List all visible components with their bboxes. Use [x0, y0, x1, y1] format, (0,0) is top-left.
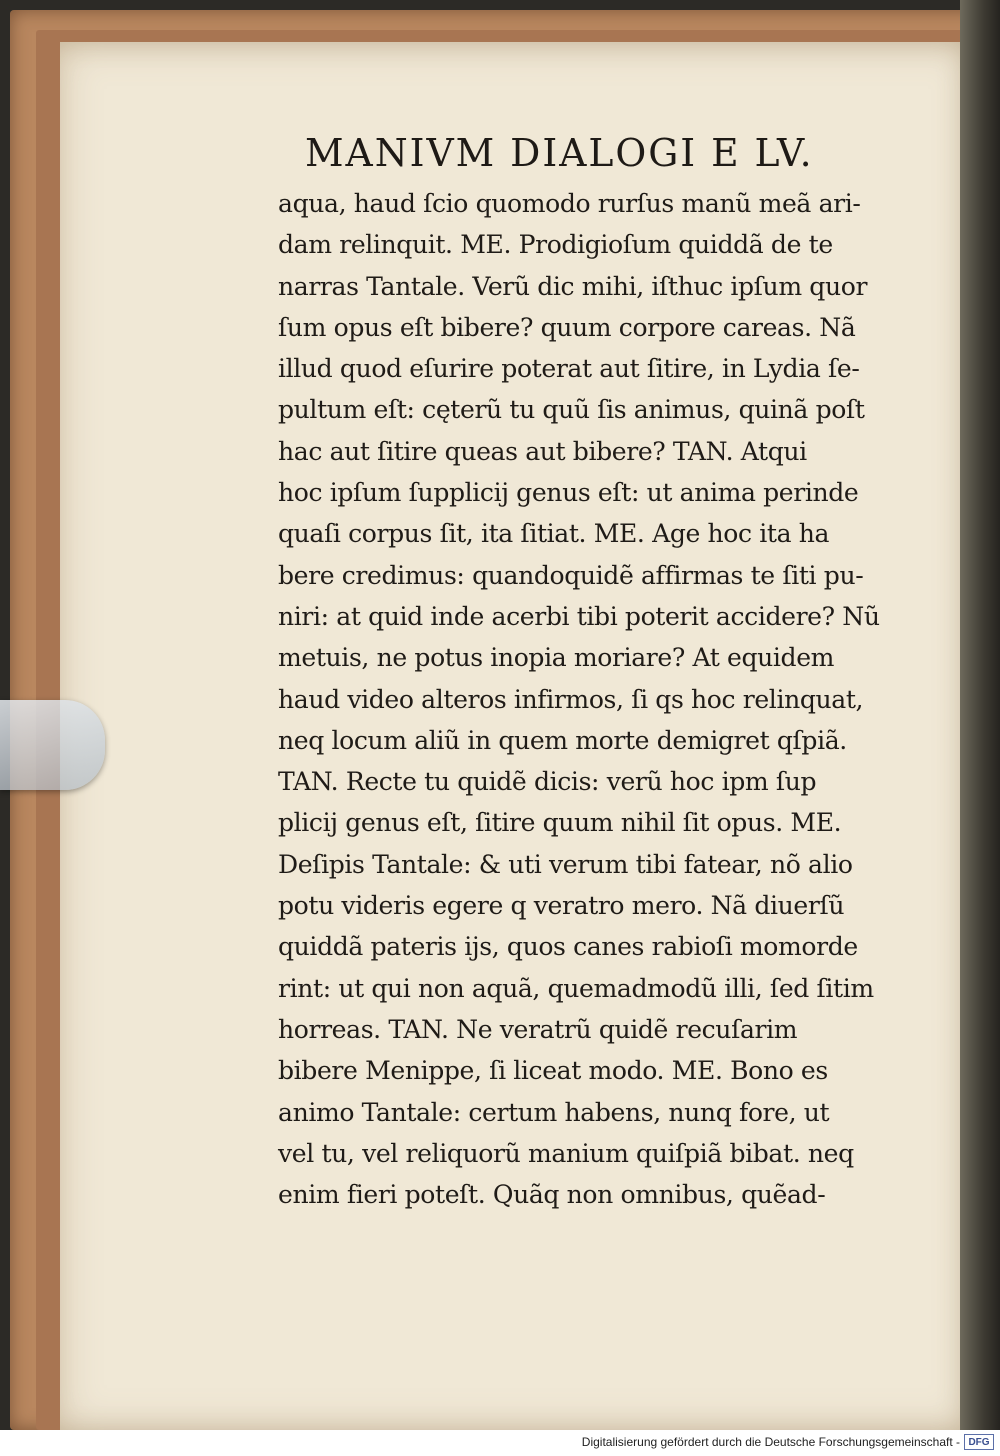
- text-line: hac aut ſitire queas aut bibere? TAN. Atqui: [278, 436, 807, 467]
- text-line: bere credimus: quandoquidẽ affirmas te ſiti pu-: [278, 560, 864, 591]
- text-line: ſum opus eſt bibere? quum corpore careas. Nã: [278, 312, 856, 343]
- text-line: rint: ut qui non aquã, quemadmodũ illi, ſed ſitim: [278, 973, 874, 1004]
- text-line: illud quod eſurire poterat aut ſitire, in Lydia ſe-: [278, 354, 860, 385]
- text-line: animo Tantale: certum habens, nunq fore, ut: [278, 1097, 830, 1128]
- text-line: bibere Menippe, ſi liceat modo. ME. Bono es: [278, 1056, 828, 1087]
- text-line: plicij genus eſt, ſitire quum nihil ſit opus. ME.: [278, 808, 842, 839]
- book-spine: [960, 0, 1000, 1430]
- text-line: dam relinquit. ME. Prodigioſum quiddã de te: [278, 230, 833, 261]
- text-line: aqua, haud ſcio quomodo rurſus manũ meã ari-: [278, 189, 861, 219]
- text-block: [278, 184, 908, 1216]
- text-line: enim fieri poteſt. Quãq non omnibus, quẽad-: [278, 1180, 826, 1211]
- text-line: vel tu, vel reliquorũ manium quiſpiã bibat. neq: [278, 1138, 854, 1169]
- funding-credit: Digitalisierung gefördert durch die Deutsche Forschungsgemeinschaft -: [581, 1435, 960, 1449]
- footer-bar: [0, 1430, 1000, 1456]
- text-line: haud video alteros infirmos, ſi qs hoc relinquat,: [278, 684, 864, 715]
- text-line: TAN. Recte tu quidẽ dicis: verũ hoc ipm ſup: [278, 767, 817, 798]
- text-line: niri: at quid inde acerbi tibi poterit accidere? Nũ: [278, 601, 880, 632]
- text-line: quiddã pateris ijs, quos canes rabioſi momorde: [278, 932, 858, 963]
- text-line: hoc ipſum ſupplicij genus eſt: ut anima perinde: [278, 478, 859, 509]
- text-line: potu videris egere q veratro mero. Nã diuerſũ: [278, 891, 845, 922]
- text-line: metuis, ne potus inopia moriare? At equidem: [278, 643, 835, 674]
- running-head: MANIVM DIALOGI E LV.: [305, 131, 814, 175]
- text-line: narras Tantale. Verũ dic mihi, iſthuc ipſum quor: [278, 271, 868, 302]
- text-line: pultum eſt: cęterũ tu quũ ſis animus, quinã poſt: [278, 395, 865, 426]
- dfg-logo: DFG: [964, 1434, 994, 1450]
- page-clip: [0, 700, 105, 790]
- text-line: neq locum aliũ in quem morte demigret qſpiã.: [278, 725, 847, 756]
- text-line: Deſipis Tantale: & uti verum tibi fatear, nõ alio: [278, 849, 853, 880]
- text-line: horreas. TAN. Ne veratrũ quidẽ recuſarim: [278, 1014, 798, 1045]
- text-line: quaſi corpus ſit, ita ſitiat. ME. Age hoc ita ha: [278, 519, 830, 550]
